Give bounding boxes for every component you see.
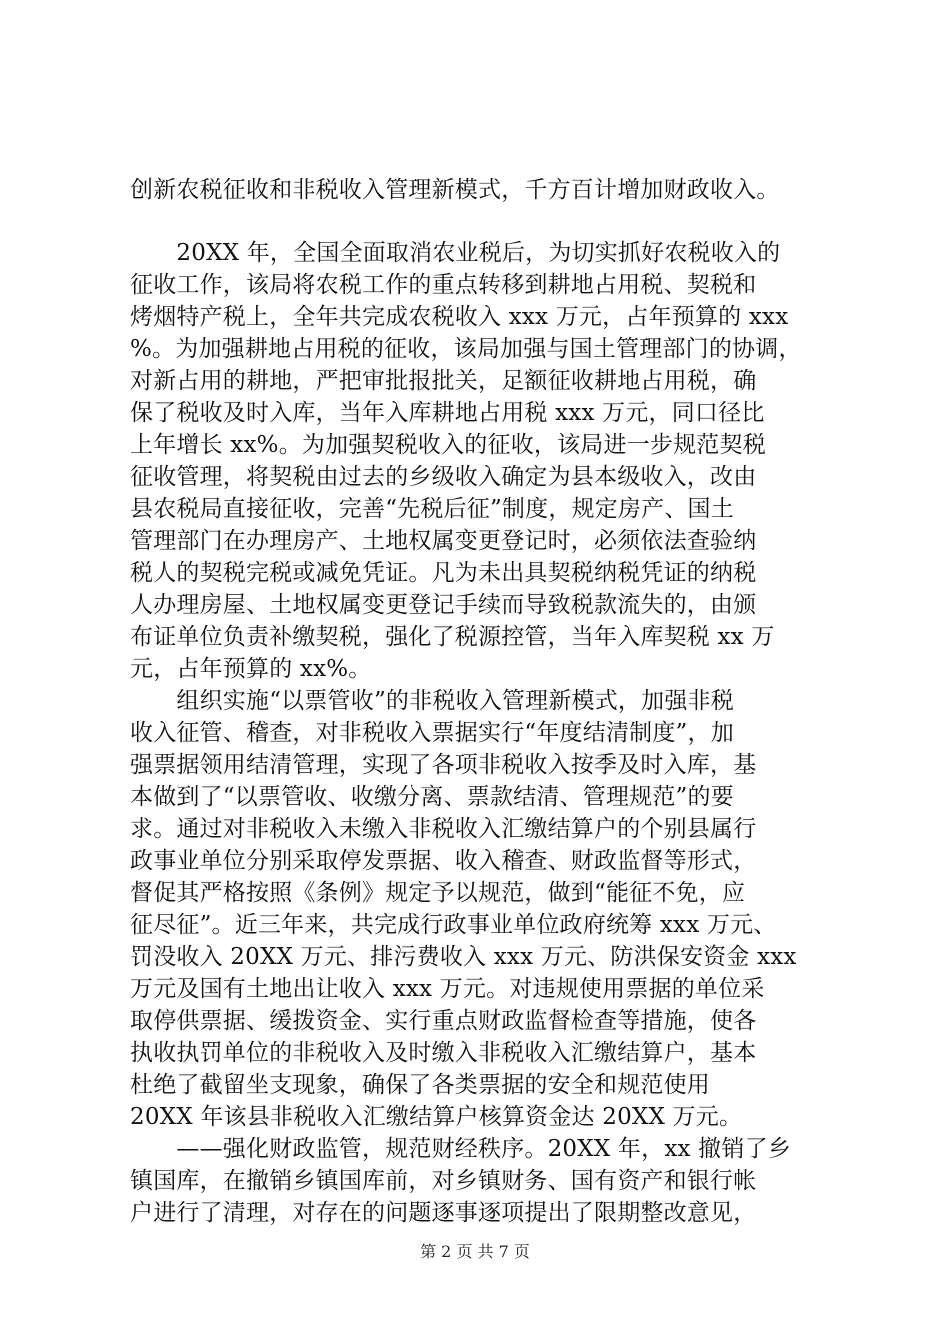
text-line: 征尽征”。近三年来，共完成行政事业单位政府统筹 xxx 万元、 — [130, 912, 777, 938]
text-line: 创新农税征收和非税收入管理新模式，千方百计增加财政收入。 — [130, 177, 780, 203]
text-line: 对新占用的耕地，严把审批报批关，足额征收耕地占用税，确 — [130, 368, 757, 394]
text-line: %。为加强耕地占用税的征收，该局加强与国土管理部门的协调， — [130, 336, 802, 362]
text-line: 县农税局直接征收，完善“先税后征”制度，规定房产、国土 — [130, 496, 734, 522]
text-line: 人办理房屋、土地权属变更登记手续而导致税款流失的，由颁 — [130, 592, 757, 618]
text-line: 组织实施“以票管收”的非税收入管理新模式，加强非税 — [130, 688, 734, 714]
text-line: 督促其严格按照《条例》规定予以规范，做到“能征不免，应 — [130, 880, 746, 906]
text-line: 管理部门在办理房产、土地权属变更登记时，必须依法查验纳 — [130, 528, 757, 554]
text-line: 收入征管、稽查，对非税收入票据实行“年度结清制度”，加 — [130, 720, 734, 746]
text-line: 税人的契税完税或减免凭证。凡为未出具契税纳税凭证的纳税 — [130, 560, 757, 586]
text-line: ——强化财政监管，规范财经秩序。20XX 年，xx 撤销了乡 — [130, 1136, 791, 1162]
text-line: 罚没收入 20XX 万元、排污费收入 xxx 万元、防洪保安资金 xxx — [130, 944, 797, 970]
text-line: 上年增长 xx%。为加强契税收入的征收，该局进一步规范契税 — [130, 432, 766, 458]
text-line: 本做到了“以票管收、收缴分离、票款结清、管理规范”的要 — [130, 784, 734, 810]
page-footer: 第 2 页 共 7 页 — [420, 1242, 530, 1261]
text-line: 烤烟特产税上，全年共完成农税收入 xxx 万元，占年预算的 xxx — [130, 304, 789, 330]
text-line: 求。通过对非税收入未缴入非税收入汇缴结算户的个别县属行 — [130, 816, 757, 842]
text-line: 布证单位负责补缴契税，强化了税源控管，当年入库契税 xx 万 — [130, 624, 775, 650]
text-line: 20XX 年，全国全面取消农业税后，为切实抓好农税收入的 — [130, 240, 781, 266]
text-line: 20XX 年该县非税收入汇缴结算户核算资金达 20XX 万元。 — [130, 1104, 743, 1130]
text-line: 户进行了清理，对存在的问题逐事逐项提出了限期整改意见， — [130, 1200, 757, 1226]
text-line: 万元及国有土地出让收入 xxx 万元。对违规使用票据的单位采 — [130, 976, 765, 1002]
text-line: 元，占年预算的 xx%。 — [130, 656, 372, 682]
text-line: 政事业单位分别采取停发票据、收入稽查、财政监督等形式， — [130, 848, 757, 874]
text-line: 强票据领用结清管理，实现了各项非税收入按季及时入库，基 — [130, 752, 757, 778]
text-line: 征收工作，该局将农税工作的重点转移到耕地占用税、契税和 — [130, 272, 757, 298]
text-line: 取停供票据、缓拨资金、实行重点财政监督检查等措施，使各 — [130, 1008, 757, 1034]
text-line: 杜绝了截留坐支现象，确保了各类票据的安全和规范使用 — [130, 1072, 710, 1098]
text-line: 征收管理，将契税由过去的乡级收入确定为县本级收入，改由 — [130, 464, 757, 490]
text-line: 镇国库，在撤销乡镇国库前，对乡镇财务、国有资产和银行帐 — [130, 1168, 757, 1194]
text-line: 保了税收及时入库，当年入库耕地占用税 xxx 万元，同口径比 — [130, 400, 765, 426]
text-line: 执收执罚单位的非税收入及时缴入非税收入汇缴结算户，基本 — [130, 1040, 757, 1066]
